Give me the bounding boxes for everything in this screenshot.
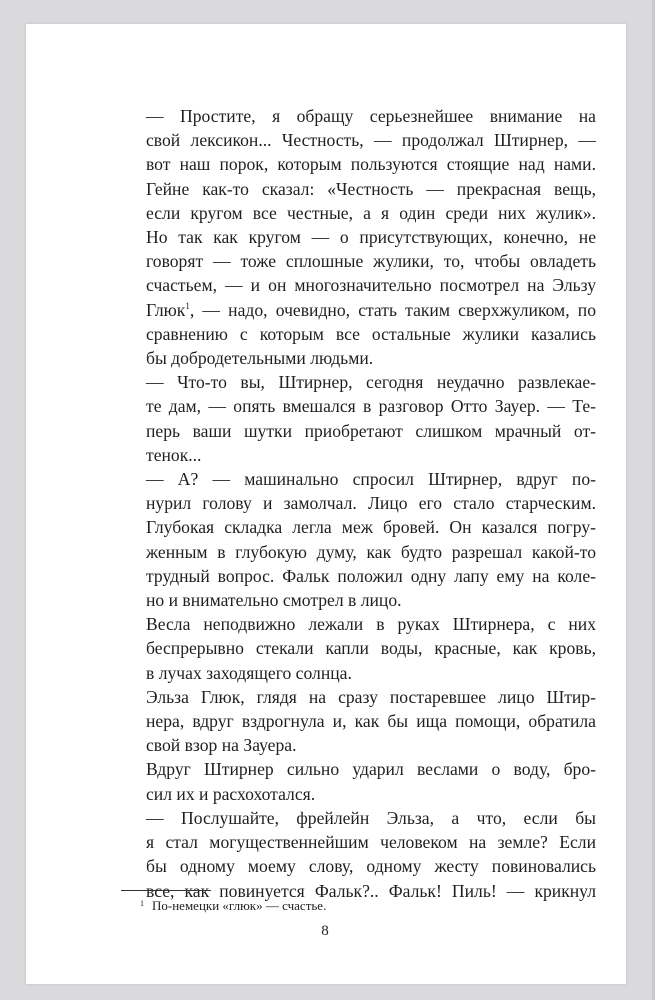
- text-line-with-footnote: [121, 298, 596, 322]
- text-line: я стал могущественнейшим человеком на земле? Если: [146, 832, 596, 853]
- text-line: если кругом все честные, а я один среди них жулик».: [146, 202, 596, 223]
- text-line: вот наш порок, которым пользуются стоящие над нами.: [146, 154, 596, 175]
- text-line: — Послушайте, фрейлейн Эльза, а что, если бы: [146, 807, 596, 828]
- text-line: женным в глубокую думу, как будто разрешал какой-то: [146, 541, 596, 562]
- text-line: — Простите, я обращу серьезнейшее внимание на: [146, 106, 596, 126]
- text-line: сравнению с которым все остальные жулики казались: [146, 323, 596, 344]
- text-line: беспрерывно стекали капли воды, красные, как кровь,: [146, 638, 596, 659]
- text-line: говорят — тоже сплошные жулики, то, чтобы овладеть: [146, 251, 596, 272]
- text-line: Весла неподвижно лежали в руках Штирнера, с них: [146, 614, 596, 635]
- text-line: те дам, — опять вмешался в разговор Отто Зауер. — Те-: [146, 396, 596, 417]
- text-line: нурил голову и замолчал. Лицо его стало старческим.: [146, 493, 596, 514]
- text-line: Глубокая складка легла меж бровей. Он казался погру-: [146, 517, 596, 538]
- text-line: — Что-то вы, Штирнер, сегодня неудачно развлекае-: [146, 372, 596, 393]
- text-line: Эльза Глюк, глядя на сразу постаревшее лицо Штир-: [146, 686, 596, 707]
- text-line: сил их и расхохотался.: [146, 783, 316, 804]
- body-text: [121, 104, 596, 903]
- text-line: тенок...: [146, 444, 202, 465]
- text-fragment: , — надо, очевидно, стать таким сверхжуликом, по: [189, 299, 596, 320]
- page-number: 8: [321, 923, 329, 939]
- paragraph-3: [121, 467, 596, 612]
- paragraph-1: [121, 104, 596, 370]
- book-page: [26, 24, 626, 984]
- footnote-reference[interactable]: 1: [185, 300, 190, 311]
- text-line: Но так как кругом — о присутствующих, конечно, не: [146, 227, 596, 248]
- text-fragment: Глюк: [146, 299, 186, 320]
- footnote-text: По-немецки «глюк» — счастье.: [152, 898, 327, 913]
- text-line: бы одному моему слову, одному жесту повиновались: [146, 856, 596, 877]
- text-line: свой лексикон... Честность, — продолжал Штирнер, —: [146, 130, 596, 151]
- text-line: нера, вдруг вздрогнула и, как бы ища помощи, обратила: [146, 711, 596, 732]
- paragraph-2: [121, 370, 596, 467]
- text-line: Вдруг Штирнер сильно ударил веслами о воду, бро-: [146, 759, 596, 780]
- text-line: свой взор на Зауера.: [146, 735, 297, 756]
- text-line: счастьем, — и он многозначительно посмотрел на Эльзу: [146, 275, 596, 296]
- text-line: — А? — машинально спросил Штирнер, вдруг по-: [146, 469, 596, 490]
- text-line: в лучах заходящего солнца.: [146, 662, 352, 683]
- footnote: [140, 898, 326, 914]
- paragraph-6: [121, 757, 596, 805]
- paragraph-5: [121, 685, 596, 758]
- paragraph-7: [121, 806, 596, 903]
- text-line: бы добродетельными людьми.: [146, 348, 374, 369]
- text-line: но и внимательно смотрел в лицо.: [146, 590, 402, 611]
- footnote-marker: 1: [140, 899, 144, 908]
- paragraph-4: [121, 612, 596, 685]
- text-line: трудный вопрос. Фальк положил одну лапу ему на коле-: [146, 565, 596, 586]
- text-line: все, как повинуется Фальк?.. Фальк! Пиль! — крикнул: [146, 880, 596, 901]
- text-line: Гейне как-то сказал: «Честность — прекрасная вещь,: [146, 178, 596, 199]
- footnote-divider: [121, 890, 211, 891]
- text-line: перь ваши шутки приобретают слишком мрачный от-: [146, 420, 596, 441]
